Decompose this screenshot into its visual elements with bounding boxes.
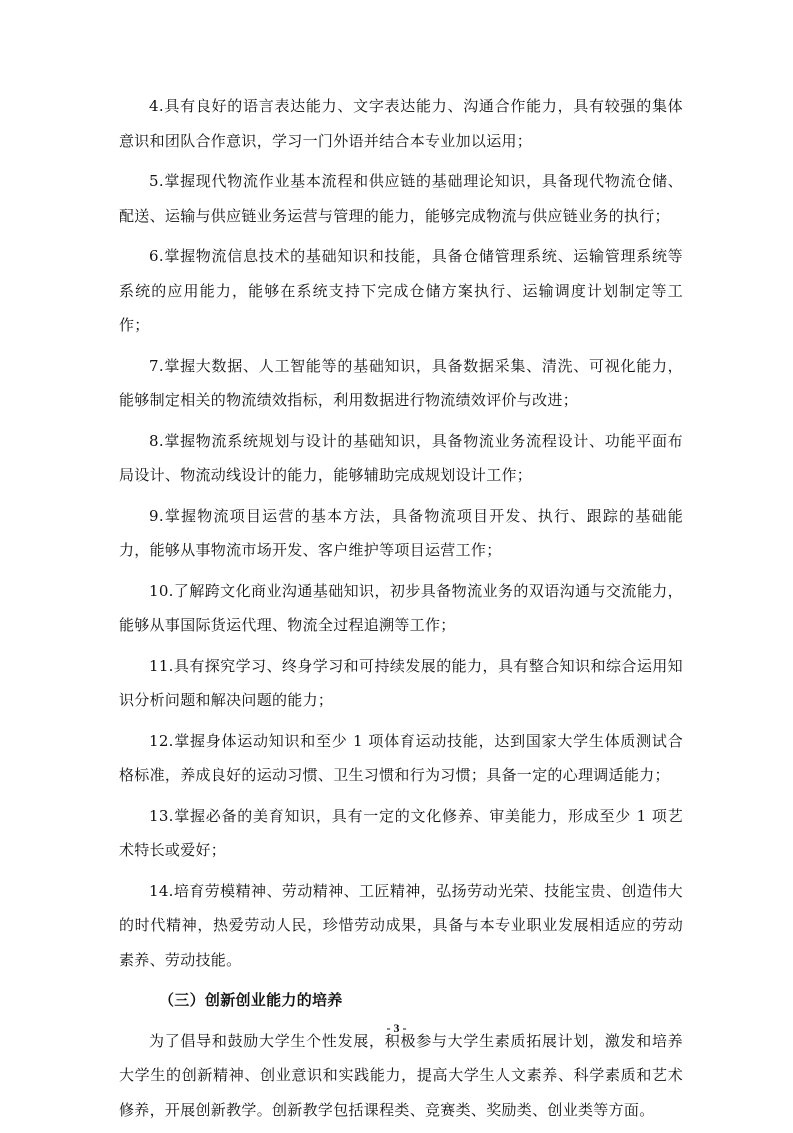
- requirement-item-13: 13.掌握必备的美育知识，具有一定的文化修养、审美能力，形成至少 1 项艺术特长或爱好；: [119, 806, 683, 859]
- page-number: - 3 -: [386, 1021, 407, 1035]
- document-body: [119, 89, 683, 1133]
- requirement-item-7: 7.掌握大数据、人工智能等的基础知识，具备数据采集、清洗、可视化能力，能够制定相关的物流绩效指标，利用数据进行物流绩效评价与改进；: [119, 356, 683, 409]
- requirement-item-11: 11.具有探究学习、终身学习和可持续发展的能力，具有整合知识和综合运用知识分析问题和解决问题的能力；: [119, 656, 683, 709]
- requirement-item-6: 6.掌握物流信息技术的基础知识和技能，具备仓储管理系统、运输管理系统等系统的应用能力，能够在系统支持下完成仓储方案执行、运输调度计划制定等工作；: [119, 247, 683, 334]
- requirement-item-8: 8.掌握物流系统规划与设计的基础知识，具备物流业务流程设计、功能平面布局设计、物流动线设计的能力，能够辅助完成规划设计工作；: [119, 431, 683, 484]
- requirement-item-4: 4.具有良好的语言表达能力、文字表达能力、沟通合作能力，具有较强的集体意识和团队合作意识，学习一门外语并结合本专业加以运用；: [119, 97, 683, 150]
- requirement-item-14: 14.培育劳模精神、劳动精神、工匠精神，弘扬劳动光荣、技能宝贵、创造伟大的时代精神，热爱劳动人民，珍惜劳动成果，具备与本专业职业发展相适应的劳动素养、劳动技能。: [119, 881, 683, 969]
- section-heading: （三）创新创业能力的培养: [159, 991, 343, 1009]
- requirement-item-9: 9.掌握物流项目运营的基本方法，具备物流项目开发、执行、跟踪的基础能力，能够从事物流市场开发、客户维护等项目运营工作；: [119, 506, 683, 559]
- requirement-item-5: 5.掌握现代物流作业基本流程和供应链的基础理论知识，具备现代物流仓储、配送、运输与供应链业务运营与管理的能力，能够完成物流与供应链业务的执行；: [119, 172, 683, 225]
- requirement-item-10: 10.了解跨文化商业沟通基础知识，初步具备物流业务的双语沟通与交流能力，能够从事国际货运代理、物流全过程追溯等工作；: [119, 581, 683, 634]
- requirement-item-12: 12.掌握身体运动知识和至少 1 项体育运动技能，达到国家大学生体质测试合格标准，养成良好的运动习惯、卫生习惯和行为习惯；具备一定的心理调适能力；: [119, 731, 683, 784]
- section-paragraph: 为了倡导和鼓励大学生个性发展，积极参与大学生素质拓展计划，激发和培养大学生的创新精神、创业意识和实践能力，提高大学生人文素养、科学素质和艺术修养，开展创新教学。创新教学包括课程类、竞赛类、奖励类、创业类等方面。: [119, 1031, 683, 1119]
